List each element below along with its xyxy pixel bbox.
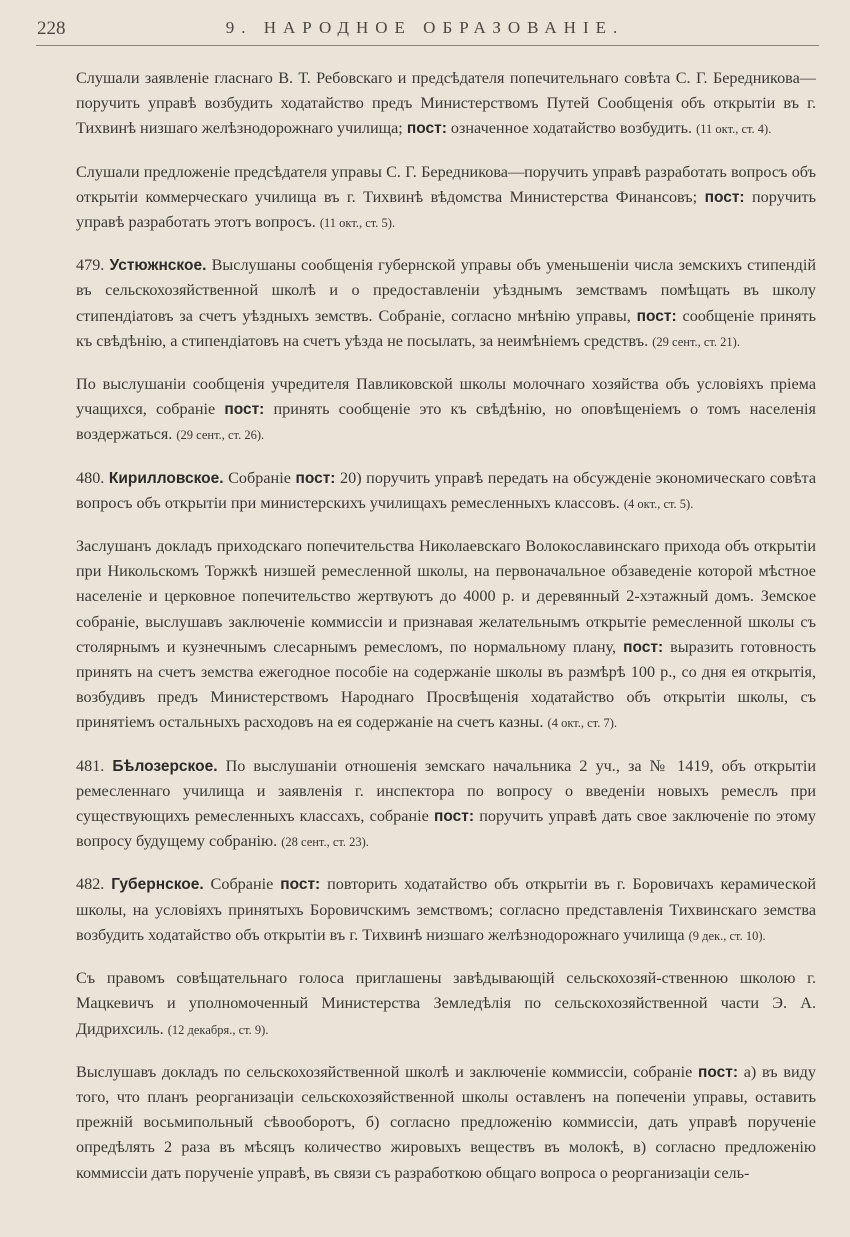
- paragraph: [76, 466, 816, 517]
- resolution-marker: пост:: [704, 188, 745, 206]
- resolution-marker: пост:: [698, 1063, 738, 1081]
- paragraph-text: означенное ходатайство возбудить.: [446, 119, 697, 138]
- body-text: [76, 66, 816, 1203]
- paragraph-text: а) въ виду того, что планъ реорганизаціи сельскохозяйственной школы оставленъ на попеченіи управы, оставить прежній восьмипольный сѣвооборотъ, б) согласно предложенію коммиссіи, дать управѣ порученіе опредѣлять 2 раза въ мѣсяцъ количество жировыхъ веществъ въ молокѣ, в) согласно предложенію коммиссіи дать порученіе управѣ, въ связи съ разработкою общаго вопроса о реорганизаціи сель-: [76, 1062, 816, 1182]
- session-reference: (4 окт., ст. 5).: [623, 496, 694, 511]
- session-reference: (29 сент., ст. 21).: [652, 334, 740, 349]
- resolution-marker: пост:: [224, 401, 265, 419]
- session-reference: (11 окт., ст. 4).: [696, 122, 772, 137]
- resolution-marker: Устюжнское.: [109, 257, 207, 275]
- paragraph-text: принять сообщеніе это къ свѣдѣнію, но оповѣщеніемъ о томъ населенія воздержаться.: [76, 400, 817, 444]
- running-title: 9. НАРОДНОЕ ОБРАЗОВАНІЕ.: [225, 18, 625, 37]
- paragraph-text: 479.: [76, 256, 110, 275]
- paragraph-text: По выслушаніи сообщенія учредителя Павликовской школы молочнаго хозяйства объ условіяхъ пріема учащихся, собраніе: [76, 375, 816, 419]
- paragraph-text: Съ правомъ совѣщательнаго голоса приглашены завѣдывающій сельскохозяй-ственною школою г. Мацкевичъ и уполномоченный Министерства Земледѣлія по сельскохозяйственной части Э. А. Дидрихсиль.: [76, 969, 816, 1038]
- session-reference: (28 сент., ст. 23).: [281, 835, 369, 850]
- session-reference: (29 сент., ст. 26).: [176, 428, 265, 443]
- page-header: [0, 18, 850, 42]
- paragraph: [76, 754, 816, 856]
- paragraph-text: 20) поручить управѣ передать на обсужденіе экономическаго совѣта вопросъ объ открытіи при министерскихъ училищахъ ремесленныхъ классовъ.: [76, 468, 817, 512]
- paragraph-text: поручить управѣ разработать этотъ вопросъ.: [76, 187, 816, 232]
- resolution-marker: пост:: [280, 876, 321, 894]
- session-reference: (4 окт., ст. 7).: [547, 716, 617, 731]
- paragraph-text: Слушали предложеніе предсѣдателя управы С. Г. Бередникова—поручить управѣ разработать вопросъ объ открытіи коммерческаго училища въ г. Тихвинѣ вѣдомства Министерства Финансовъ;: [76, 162, 816, 206]
- paragraph-text: 482.: [76, 875, 112, 894]
- page-number: 228: [37, 18, 66, 39]
- paragraph: [76, 372, 816, 449]
- paragraph-text: поручить управѣ дать свое заключеніе по этому вопросу будущему собранію.: [76, 807, 816, 851]
- resolution-marker: пост:: [295, 469, 336, 487]
- paragraph: [76, 966, 816, 1043]
- paragraph-text: выразить готовность принять на счетъ земства ежегодное пособіе на содержаніе школы въ размѣрѣ 100 р., со дня ея открытія, возбудивъ предъ Министерствомъ Народнаго Просвѣщенія ходатайство объ открытіи школы, съ принятіемъ остальныхъ расходовъ на ея содержаніе на счетъ казны.: [76, 637, 816, 732]
- paragraph: [76, 872, 816, 949]
- resolution-marker: пост:: [636, 307, 677, 325]
- paragraph: [76, 160, 816, 237]
- paragraph: [76, 1060, 816, 1186]
- session-reference: (11 окт., ст. 5).: [319, 216, 396, 231]
- paragraph-text: сообщеніе принять къ свѣдѣнію, а стипендіатовъ на счетъ уѣзда не посылать, за неимѣніемъ средствъ.: [76, 306, 816, 350]
- paragraph-text: Слушали заявленіе гласнаго В. Т. Ребовскаго и предсѣдателя попечительнаго совѣта С. Г. Бередникова—поручить управѣ возбудить ходатайство предъ Министерствомъ Путей Сообщенія объ открытіи въ г. Тихвинѣ низшаго желѣзнодорожнаго училища;: [76, 69, 816, 138]
- resolution-marker: пост:: [623, 638, 664, 656]
- resolution-marker: пост:: [434, 808, 475, 826]
- resolution-marker: Губернское.: [111, 876, 204, 894]
- paragraph: [76, 534, 816, 737]
- paragraph-text: Заслушанъ докладъ приходскаго попечительства Николаевскаго Волокославинскаго прихода объ открытіи при Никольскомъ Торжкѣ низшей ремесленной школы, на первоначальное обзаведеніе которой мѣстное населеніе и церковное попечительство жертвуютъ до 4000 р. и деревянный 2-хэтажный домъ. Земское собраніе, выслушавъ заключеніе коммиссіи и признавая желательнымъ открытіе ремесленной школы съ столярнымъ и кузнечнымъ слесарнымъ ремесломъ, по нормальному плану,: [76, 537, 816, 656]
- resolution-marker: пост:: [406, 120, 447, 138]
- paragraph-text: Собраніе: [223, 468, 296, 487]
- paragraph: [76, 253, 816, 355]
- paragraph-text: По выслушаніи отношенія земскаго начальника 2 уч., за № 1419, объ открытіи ремесленнаго училища и заявленія г. инспектора по вопросу о введеніи новыхъ ремеслъ при существующихъ ремесленныхъ классахъ, собраніе: [76, 756, 817, 826]
- paragraph-text: повторить ходатайство объ открытіи въ г. Боровичахъ керамической школы, на условіяхъ принятыхъ Боровичскимъ земствомъ; согласно представленія Тихвинскаго земства возбудить ходатайство объ открытіи въ г. Тихвинѣ низшаго желѣзнодорожнаго училища: [76, 875, 817, 944]
- resolution-marker: Кирилловское.: [108, 469, 224, 487]
- paragraph-text: Выслушаны сообщенія губернской управы объ уменьшеніи числа земскихъ стипендій въ сельскохозяйственной школѣ и о предоставленіи уѣзднымъ земствамъ помѣщать въ школу стипендіатовъ за счетъ уѣздныхъ земствъ. Собраніе, согласно мнѣнію управы,: [76, 256, 816, 325]
- session-reference: (9 дек., ст. 10).: [688, 928, 766, 943]
- paragraph: [76, 66, 816, 143]
- paragraph-text: Собраніе: [203, 875, 281, 894]
- header-rule: [36, 45, 819, 46]
- paragraph-text: Выслушавъ докладъ по сельскохозяйственной школѣ и заключеніе коммиссіи, собраніе: [76, 1062, 698, 1081]
- paragraph-text: 481.: [76, 756, 113, 775]
- resolution-marker: Бѣлозерское.: [112, 757, 218, 775]
- paragraph-text: 480.: [76, 468, 109, 487]
- session-reference: (12 декабря., ст. 9).: [167, 1022, 269, 1037]
